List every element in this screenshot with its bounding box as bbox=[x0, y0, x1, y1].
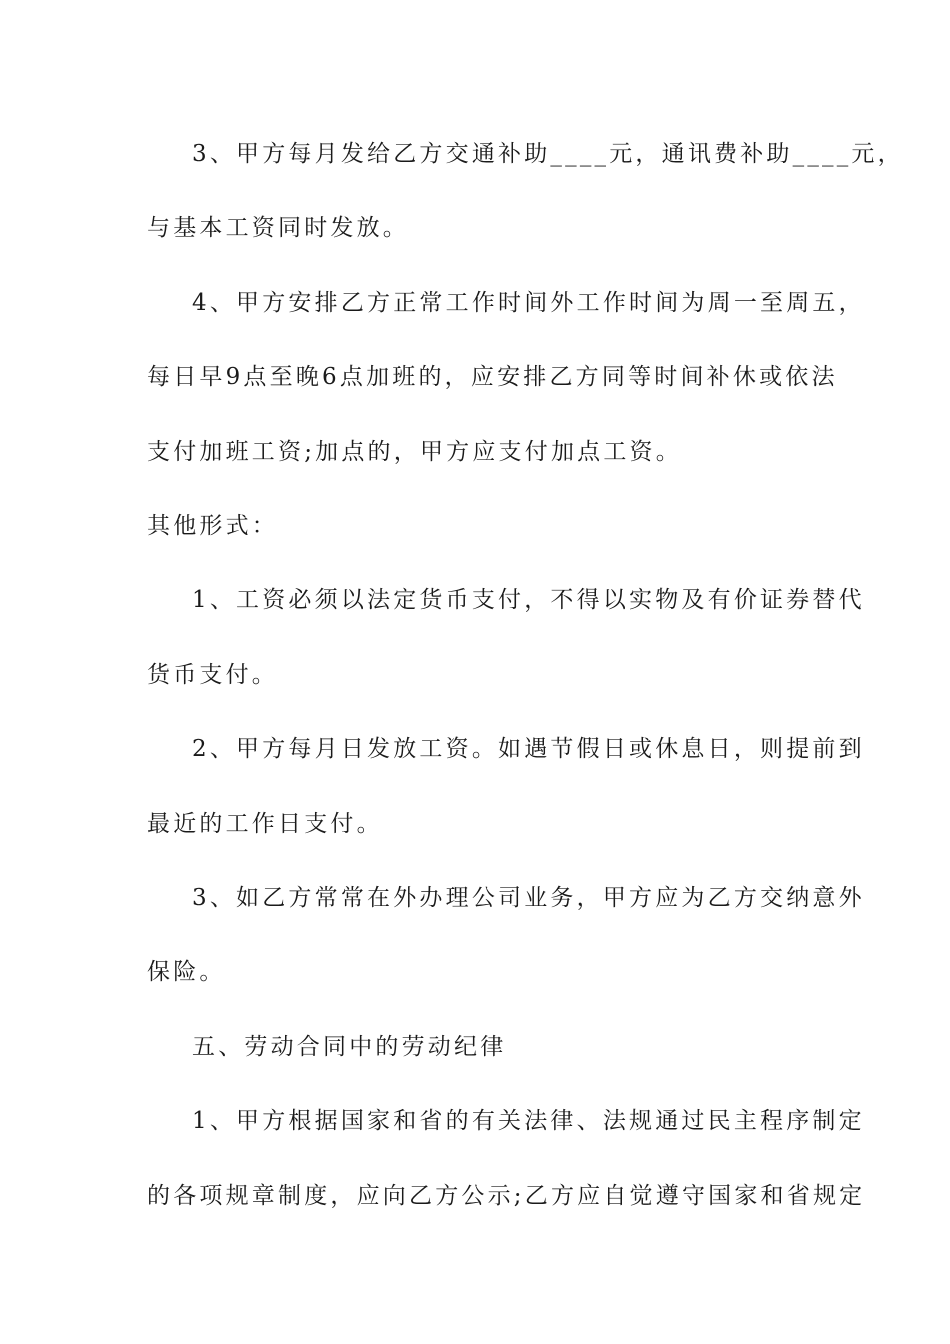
paragraph-line: 保险。 bbox=[147, 959, 226, 985]
paragraph-line: 的各项规章制度，应向乙方公示;乙方应自觉遵守国家和省规定 bbox=[147, 1183, 866, 1209]
paragraph-line: 1、工资必须以法定货币支付，不得以实物及有价证券替代 bbox=[192, 587, 865, 613]
paragraph-line: 2、甲方每月日发放工资。如遇节假日或休息日，则提前到 bbox=[192, 736, 865, 762]
paragraph-line: 货币支付。 bbox=[147, 662, 278, 688]
section-label: 其他形式： bbox=[147, 513, 278, 539]
paragraph-line: 3、如乙方常常在外办理公司业务，甲方应为乙方交纳意外 bbox=[192, 885, 865, 911]
paragraph-line: 3、甲方每月发给乙方交通补助____元，通讯费补助____元， bbox=[192, 141, 904, 167]
paragraph-line: 与基本工资同时发放。 bbox=[147, 215, 409, 241]
paragraph-line: 4、甲方安排乙方正常工作时间外工作时间为周一至周五， bbox=[192, 290, 865, 316]
section-heading: 五、劳动合同中的劳动纪律 bbox=[192, 1034, 507, 1060]
paragraph-line: 最近的工作日支付。 bbox=[147, 811, 383, 837]
paragraph-line: 每日早9点至晚6点加班的，应安排乙方同等时间补休或依法 bbox=[147, 364, 838, 390]
paragraph-line: 1、甲方根据国家和省的有关法律、法规通过民主程序制定 bbox=[192, 1108, 865, 1134]
paragraph-line: 支付加班工资;加点的，甲方应支付加点工资。 bbox=[147, 439, 682, 465]
